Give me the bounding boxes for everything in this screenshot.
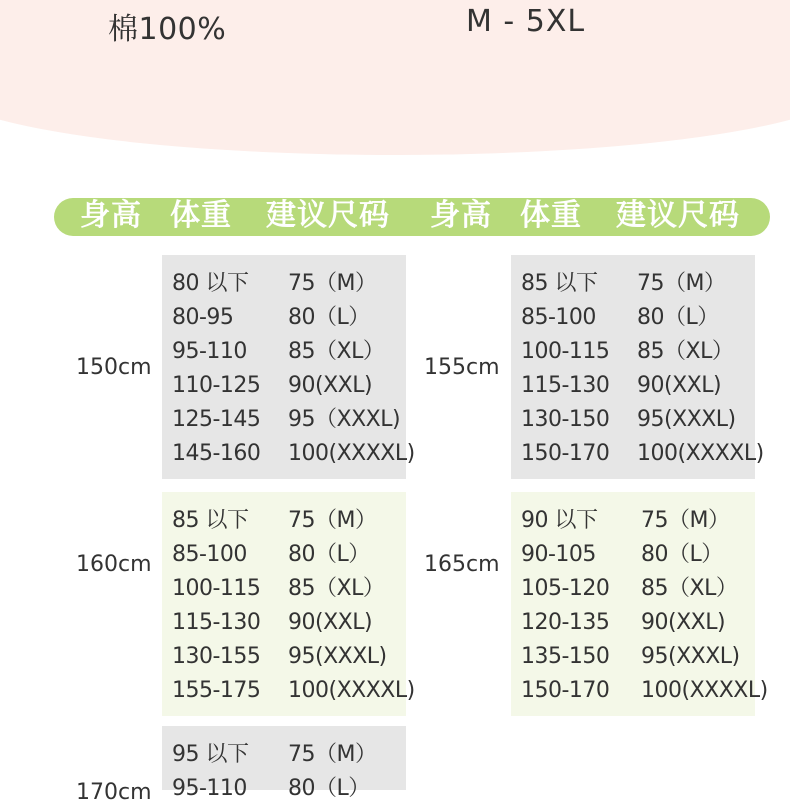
weight-range: 95-110 [172,339,247,364]
weight-range: 120-135 [521,610,610,635]
height-label-150: 150cm [76,355,152,380]
header-height-1: 身高 [80,198,142,233]
weight-range: 115-130 [172,610,261,635]
suggested-size: 75（M） [641,508,730,533]
suggested-size: 100(XXXXL) [288,678,415,703]
weight-range: 95-110 [172,776,247,801]
height-label-165: 165cm [424,552,500,577]
size-block-155 [511,255,764,479]
weight-range: 85-100 [172,542,247,567]
suggested-size: 90(XXL) [288,610,373,635]
height-label-155: 155cm [424,355,500,380]
suggested-size: 85（XL） [637,339,734,364]
suggested-size: 100(XXXXL) [288,441,415,466]
height-label-170: 170cm [76,780,152,805]
suggested-size: 80（L） [637,305,719,330]
weight-range: 90-105 [521,542,596,567]
suggested-size: 75（M） [637,271,726,296]
weight-range: 115-130 [521,373,610,398]
suggested-size: 85（XL） [288,576,385,601]
suggested-size: 100(XXXXL) [641,678,768,703]
suggested-size: 100(XXXXL) [637,441,764,466]
weight-range: 85 以下 [172,508,249,533]
size-block-150 [162,255,415,479]
suggested-size: 80（L） [288,305,370,330]
weight-range: 100-115 [172,576,261,601]
weight-range: 95 以下 [172,742,249,767]
suggested-size: 80（L） [288,542,370,567]
material-label: 棉100% [108,12,227,47]
weight-range: 155-175 [172,678,261,703]
weight-range: 135-150 [521,644,610,669]
size-block-160 [162,492,415,716]
weight-range: 90 以下 [521,508,598,533]
suggested-size: 90(XXL) [641,610,726,635]
weight-range: 130-155 [172,644,261,669]
suggested-size: 95(XXXL) [641,644,740,669]
weight-range: 80-95 [172,305,234,330]
weight-range: 130-150 [521,407,610,432]
header-weight-2: 体重 [520,198,582,233]
weight-range: 150-170 [521,678,610,703]
header-height-2: 身高 [430,198,492,233]
header-size-1: 建议尺码 [266,198,390,233]
suggested-size: 85（XL） [641,576,738,601]
weight-range: 85-100 [521,305,596,330]
weight-range: 105-120 [521,576,610,601]
suggested-size: 80（L） [641,542,723,567]
weight-range: 85 以下 [521,271,598,296]
suggested-size: 90(XXL) [637,373,722,398]
height-label-160: 160cm [76,552,152,577]
weight-range: 100-115 [521,339,610,364]
weight-range: 150-170 [521,441,610,466]
weight-range: 80 以下 [172,271,249,296]
suggested-size: 75（M） [288,508,377,533]
weight-range: 125-145 [172,407,261,432]
suggested-size: 80（L） [288,776,370,801]
weight-range: 110-125 [172,373,261,398]
suggested-size: 95（XXXL) [288,407,401,432]
size-range-label: M - 5XL [466,4,586,39]
size-block-165 [511,492,768,716]
header-weight-1: 体重 [170,198,232,233]
header-size-2: 建议尺码 [616,198,740,233]
suggested-size: 75（M） [288,271,377,296]
suggested-size: 95(XXXL) [288,644,387,669]
suggested-size: 75（M） [288,742,377,767]
size-block-170 [162,726,406,801]
weight-range: 145-160 [172,441,261,466]
suggested-size: 85（XL） [288,339,385,364]
suggested-size: 90(XXL) [288,373,373,398]
suggested-size: 95(XXXL) [637,407,736,432]
